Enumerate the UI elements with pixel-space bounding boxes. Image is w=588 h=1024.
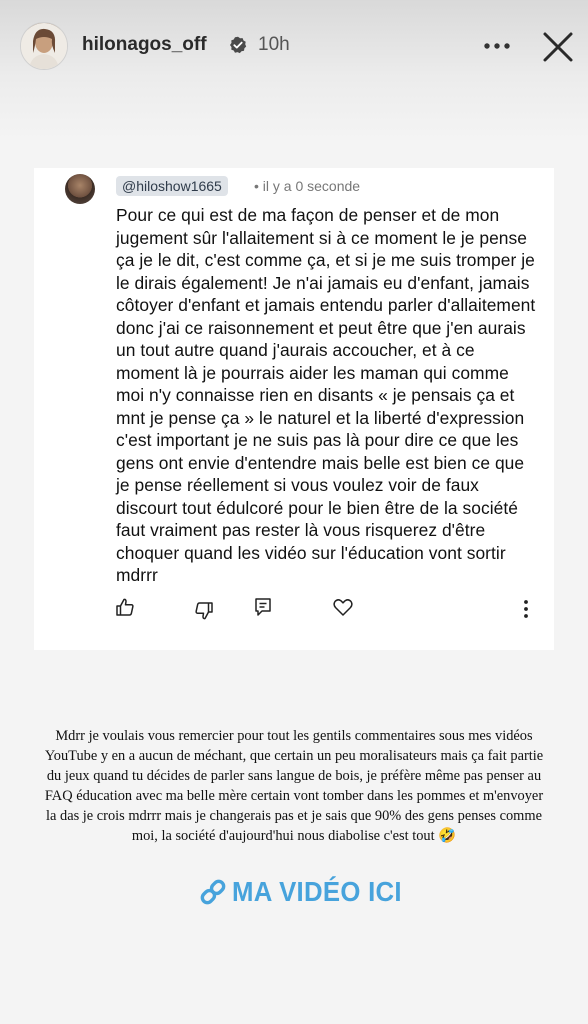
commenter-avatar [65, 174, 95, 204]
kebab-menu-icon [522, 598, 530, 620]
comment-timestamp: • il y a 0 seconde [254, 178, 361, 194]
like-icon [114, 596, 136, 618]
story-header [0, 0, 588, 95]
verified-badge-icon [229, 36, 247, 54]
reply-icon [252, 596, 274, 618]
dislike-icon [193, 600, 215, 622]
story-username[interactable]: hilonagos_off [82, 34, 207, 55]
link-sticker-label: MA VIDÉO ICI [232, 876, 402, 907]
story-time-ago: 10h [258, 34, 290, 55]
profile-avatar[interactable] [20, 22, 68, 70]
avatar-photo-icon [21, 23, 67, 69]
story-caption-text: Mdrr je voulais vous remercier pour tout les gentils commentaires sous mes vidéos YouTube y en a aucun de méchant, que certain un peu moralisateurs mais ça fait partie du jeux quand tu décides de parler sans langue de bois, je préfère même pas penser au FAQ éducation avec ma belle mère certain vont tomber dans les pommes et m'envoyer la das je crois mdrrr mais je changerais pas et je sais que 90% des gens penses comme moi, la société d'aujourd'hui nous diabolise c'est tout 🤣 [44, 728, 544, 844]
commenter-handle: @hiloshow1665 [116, 176, 228, 196]
more-options-icon[interactable] [483, 42, 511, 50]
link-icon [198, 877, 228, 907]
youtube-comment-card [34, 168, 554, 650]
comment-body: Pour ce qui est de ma façon de penser et de mon jugement sûr l'allaitement si à ce moment le je pense ça je le dit, c'est comme ça, et si je me suis tromper je le dirais également! Je n'ai jamais eu d'enfant, jamais côtoyer d'enfant et jamais entendu parler d'allaitement donc j'ai ce raisonnement et peut être que j'en aurais un tout autre quand j'aurais accoucher, et à ce moment là je pourrais aider les maman qui comme moi n'y connaisse rien en disants « je pensais ça et mnt je pense ça » le naturel et la liberté d'expression c'est important je ne suis pas là pour dire ce que les gens ont envie d'entendre mais belle est bien ce que je pense réellement si vous voulez voir de faux discourt tout édulcoré pour le bien être de la société faut vraiment pas rester là vous risquerez d'être choquer quand les vidéo sur l'éducation vont sortir mdrrr [116, 205, 536, 585]
heart-icon [332, 596, 354, 618]
link-sticker[interactable] [198, 872, 417, 912]
close-icon[interactable] [541, 30, 575, 64]
